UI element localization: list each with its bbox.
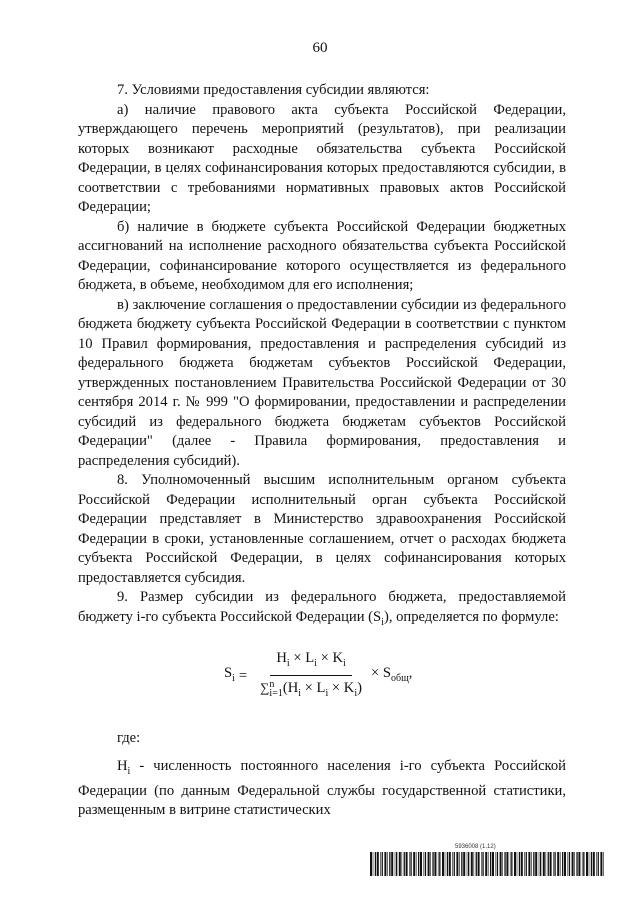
paragraph-8: 8. Уполномоченный высшим исполнительным органом субъекта Российской Федерации исполнительный орган субъекта Российской Федерации представляет в Министерство здравоохранения Российской Федерации в сроки, установленные соглашением, отчет о расходах бюджета субъекта Российской Федерации, в целях софинансирования которых предоставляется субсидия. [78,472,566,586]
paragraph-7b: б) наличие в бюджете субъекта Российской Федерации бюджетных ассигнований на исполнение расходного обязательства субъекта Российской Федерации, софинансирование которого осуществляется из федерального бюджета, в объеме, необходимом для его исполнения; [78,218,566,293]
formula-block [78,649,566,711]
paragraph-9-subscript: i [381,616,384,628]
definition-hi: $H_i$ - численность постоянного населения i-го субъекта Российской Федерации (по данным Федеральной службы государственной статистики, размещенным в витрине статистических [78,758,566,819]
paragraph-9-text-end: ), определяется по формуле: [383,608,559,625]
formula-numerator: $H_i \times L_i \times K_i$ [270,649,351,676]
formula-denominator: ∑ n i=1 $(H_i \times L_i \times K_i)$ [260,678,362,700]
subsidy-formula [224,649,412,704]
paragraph-7: 7. Условиями предоставления субсидии являются: [117,82,430,98]
formula-lhs: $S_i$ [224,665,235,685]
paragraph-9 [78,588,566,632]
document-code: 5936008 (1.12) [455,844,496,850]
formula-equals: = [238,667,248,684]
formula-rhs: × $S_{общ}$, [371,665,413,685]
document-body [78,81,566,821]
paragraph-7c: в) заключение соглашения о предоставлении субсидии из федерального бюджета бюджету субъекта Российской Федерации в соответствии с пунктом 10 Правил формирования, предоставления и распределения субсидий из федерального бюджета бюджетам субъектов Российской Федерации, утвержденных постановлением Правительства Российской Федерации от 30 сентября 2014 г. № 999 "О формировании, предоставлении и распределении субсидий из федерального бюджета бюджетам субъектов Российской Федерации" (далее - Правила формирования, предоставления и распределения субсидий). [78,296,566,469]
formula-fraction [254,649,368,704]
where-label: где: [117,729,141,746]
paragraph-7a: а) наличие правового акта субъекта Российской Федерации, утверждающего перечень мероприятий (результатов), при реализации которых возникают расходные обязательства субъекта Российской Федерации, в целях софинансирования которых предоставляются субсидии, в соответствии с требованиями нормативных правовых актов Российской Федерации; [78,101,566,215]
paragraph-9-text-start: 9. Размер субсидии из федерального бюджета, предоставляемой бюджету i-го субъекта Российской Федерации (S [78,589,566,625]
barcode-image [370,852,607,876]
page-number: 60 [312,40,328,56]
